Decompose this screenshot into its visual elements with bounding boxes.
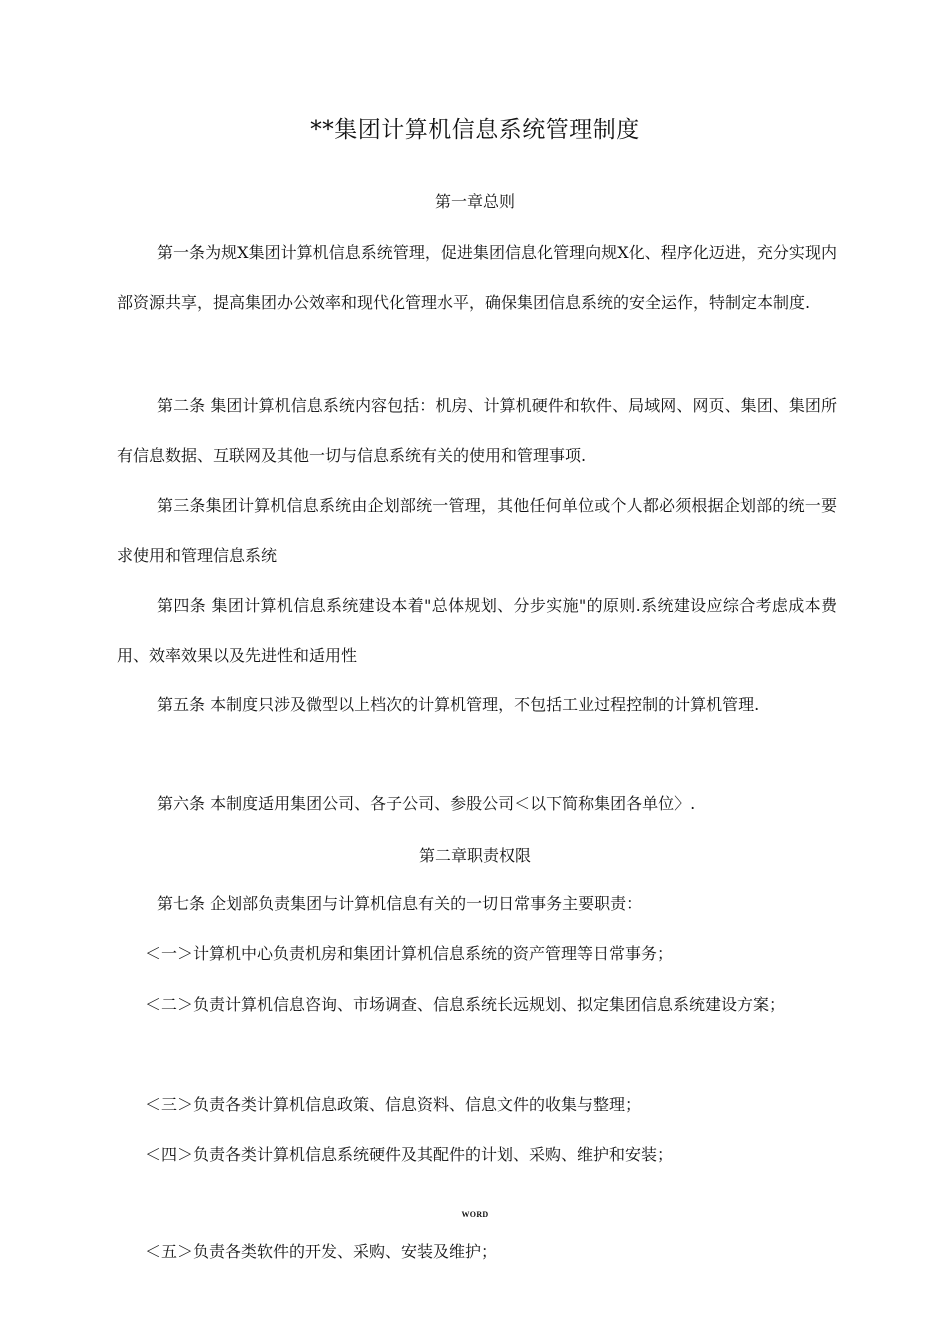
page-footer-mark: WORD <box>461 1210 489 1219</box>
list-item: ＜四＞负责各类计算机信息系统硬件及其配件的计划、采购、维护和安装； <box>145 1145 674 1164</box>
article-4: 第四条 集团计算机信息系统建设本着"总体规划、分步实施"的原则.系统建设应综合考虑成本费用、效率效果以及先进性和适用性 <box>117 596 837 665</box>
article-1: 第一条为规X集团计算机信息系统管理，促进集团信息化管理向规X化、程序化迈进，充分实现内部资源共享，提高集团办公效率和现代化管理水平，确保集团信息系统的安全运作，特制定本制度. <box>117 243 837 312</box>
document-title: **集团计算机信息系统管理制度 <box>310 117 640 143</box>
article-6: 第六条 本制度适用集团公司、各子公司、参股公司＜以下简称集团各单位〉. <box>157 794 696 813</box>
list-item: ＜五＞负责各类软件的开发、采购、安装及维护； <box>145 1242 498 1261</box>
chapter-heading-1: 第一章总则 <box>434 192 515 211</box>
list-item: ＜三＞负责各类计算机信息政策、信息资料、信息文件的收集与整理； <box>145 1095 642 1114</box>
list-item: ＜一＞计算机中心负责机房和集团计算机信息系统的资产管理等日常事务； <box>145 944 674 963</box>
article-2: 第二条 集团计算机信息系统内容包括：机房、计算机硬件和软件、局域网、网页、集团、集团所有信息数据、互联网及其他一切与信息系统有关的使用和管理事项. <box>117 396 837 465</box>
chapter-heading-2: 第二章职责权限 <box>418 846 531 865</box>
article-7: 第七条 企划部负责集团与计算机信息有关的一切日常事务主要职责： <box>157 894 643 913</box>
article-3: 第三条集团计算机信息系统由企划部统一管理，其他任何单位或个人都必须根据企划部的统一要求使用和管理信息系统 <box>117 496 837 565</box>
article-5: 第五条 本制度只涉及微型以上档次的计算机管理，不包括工业过程控制的计算机管理. <box>157 695 760 714</box>
list-item: ＜二＞负责计算机信息咨询、市场调查、信息系统长远规划、拟定集团信息系统建设方案； <box>145 995 786 1014</box>
